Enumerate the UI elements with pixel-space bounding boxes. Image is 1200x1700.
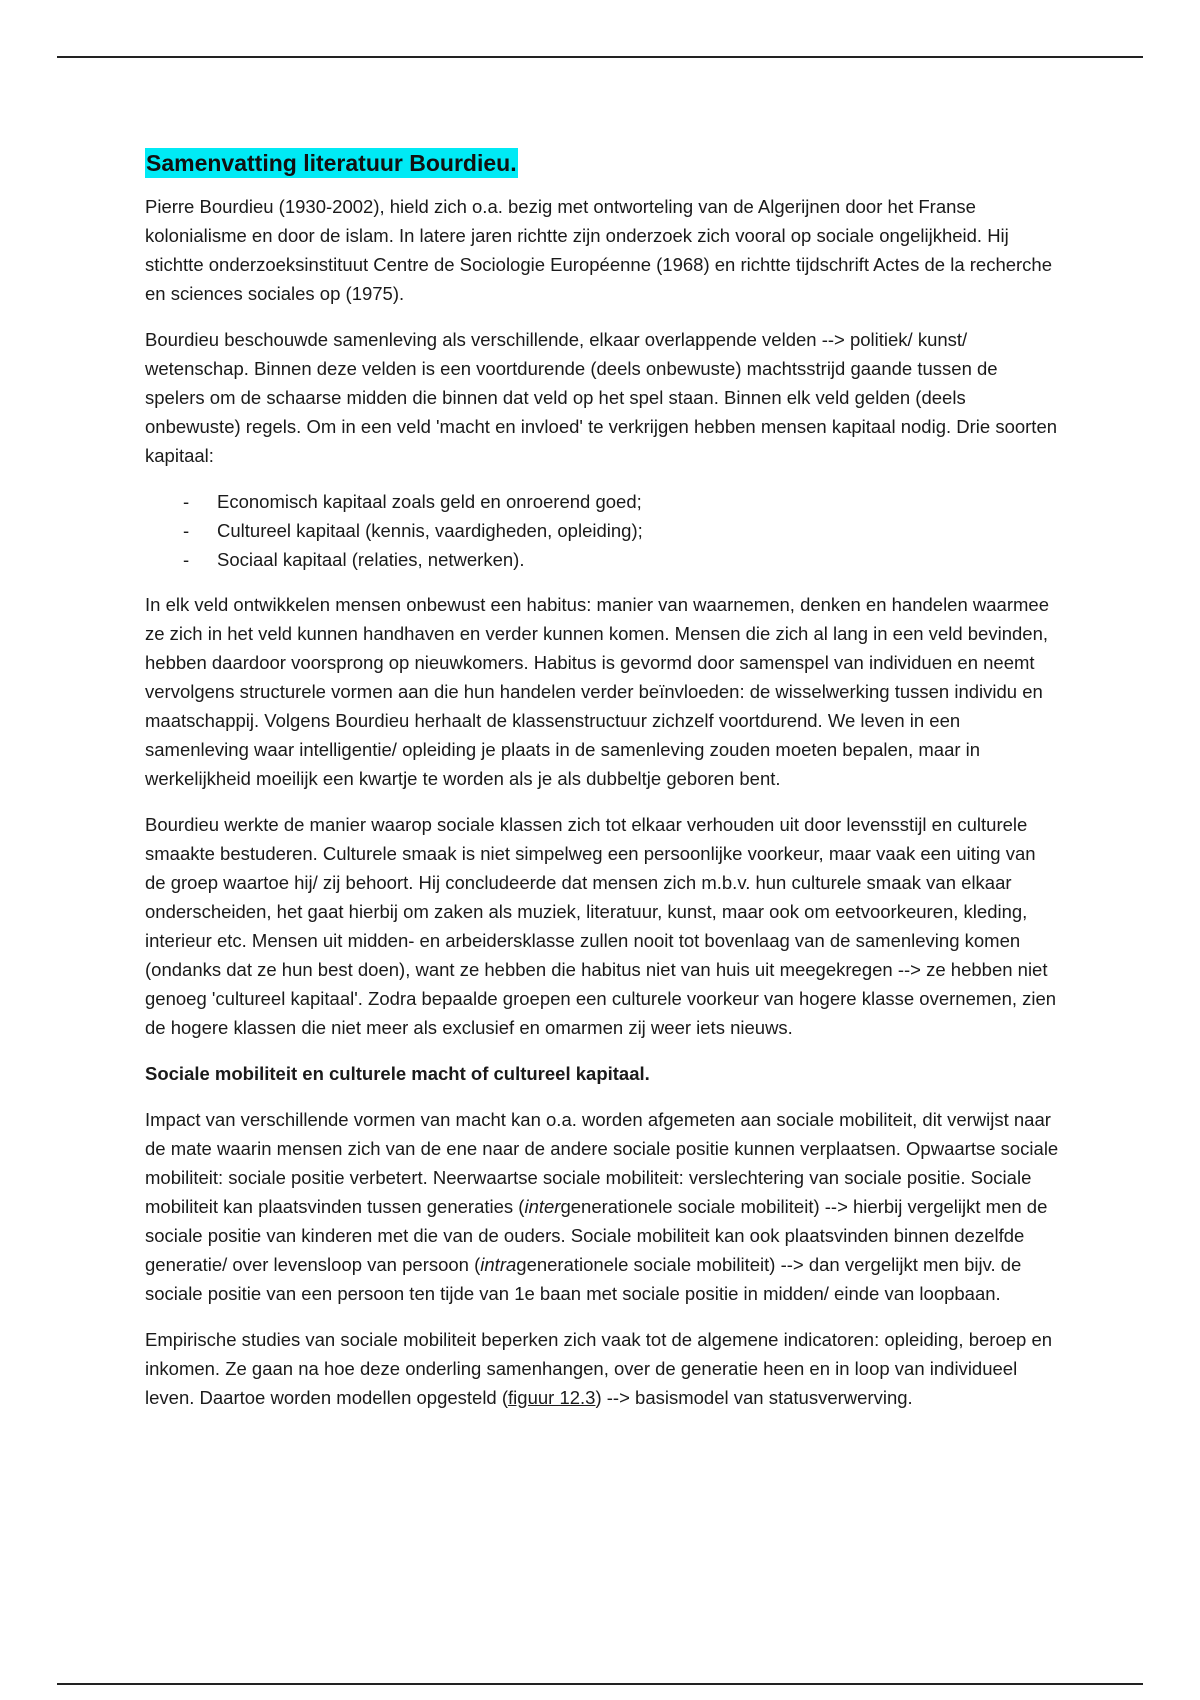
- bullet-marker: -: [183, 520, 190, 541]
- italic-segment: inter: [524, 1196, 561, 1217]
- text-segment: generationele sociale mobiliteit) --> hierbij vergelijkt men de sociale positie van kinderen met die van de ouders. Sociale mobiliteit kan ook plaatsvinden binnen dezelfde generatie/ over levensloop van persoon (: [145, 1196, 1048, 1275]
- document-body: [145, 148, 1060, 1429]
- text-segment: Impact van verschillende vormen van macht kan o.a. worden afgemeten aan sociale mobiliteit, dit verwijst naar de mate waarin mensen zich van de ene naar de andere sociale positie kunnen verplaatsen. Opwaartse sociale mobiliteit: sociale positie verbetert. Neerwaartse sociale mobiliteit: verslechtering van sociale positie. Sociale mobiliteit kan plaatsvinden tussen generaties (: [145, 1109, 1059, 1217]
- italic-segment: intra: [480, 1254, 517, 1275]
- footer-rule: [57, 1683, 1143, 1685]
- bullet-marker: -: [183, 549, 190, 570]
- list-item-text: Sociaal kapitaal (relaties, netwerken).: [217, 549, 525, 570]
- text-segment: ) --> basismodel van statusverwerving.: [595, 1387, 913, 1408]
- bullet-marker: -: [183, 491, 190, 512]
- paragraph-intro: Pierre Bourdieu (1930-2002), hield zich o.a. bezig met ontworteling van de Algerijnen door het Franse kolonialisme en door de islam. In latere jaren richtte zijn onderzoek zich vooral op sociale ongelijkheid. Hij stichtte onderzoeksinstituut Centre de Sociologie Européenne (1968) en richtte tijdschrift Actes de la recherche en sciences sociales op (1975).: [145, 196, 1053, 304]
- list-item: [145, 487, 1060, 516]
- capital-list: [145, 487, 1060, 574]
- list-item-text: Economisch kapitaal zoals geld en onroerend goed;: [217, 491, 642, 512]
- text-segment: generationele sociale mobiliteit) --> dan vergelijkt men bijv. de sociale positie van een persoon ten tijde van 1e baan met sociale positie in midden/ einde van loopbaan.: [145, 1254, 1022, 1304]
- document-title: Samenvatting literatuur Bourdieu.: [146, 150, 517, 176]
- figure-reference-link[interactable]: figuur 12.3: [508, 1387, 596, 1408]
- paragraph-fields: Bourdieu beschouwde samenleving als verschillende, elkaar overlappende velden --> politiek/ kunst/ wetenschap. Binnen deze velden is een voortdurende (deels onbewuste) machtsstrijd gaande tussen de spelers om de schaarse midden die binnen dat veld op het spel staan. Binnen elk veld gelden (deels onbewuste) regels. Om in een veld 'macht en invloed' te verkrijgen hebben mensen kapitaal nodig. Drie soorten kapitaal:: [145, 329, 1058, 466]
- list-item: [145, 516, 1060, 545]
- header-rule: [57, 56, 1143, 58]
- list-item-text: Cultureel kapitaal (kennis, vaardigheden, opleiding);: [217, 520, 643, 541]
- paragraph-habitus: In elk veld ontwikkelen mensen onbewust een habitus: manier van waarnemen, denken en handelen waarmee ze zich in het veld kunnen handhaven en verder kunnen komen. Mensen die zich al lang in een veld bevinden, hebben daardoor voorsprong op nieuwkomers. Habitus is gevormd door samenspel van individuen en neemt vervolgens structurele vormen aan die hun handelen verder beïnvloeden: de wisselwerking tussen individu en maatschappij. Volgens Bourdieu herhaalt de klassenstructuur zichzelf voortdurend. We leven in een samenleving waar intelligentie/ opleiding je plaats in de samenleving zouden moeten bepalen, maar in werkelijkheid moeilijk een kwartje te worden als je als dubbeltje geboren bent.: [145, 594, 1049, 789]
- section-heading: Sociale mobiliteit en culturele macht of cultureel kapitaal.: [145, 1063, 650, 1084]
- text-segment: Empirische studies van sociale mobiliteit beperken zich vaak tot de algemene indicatoren: opleiding, beroep en inkomen. Ze gaan na hoe deze onderling samenhangen, over de generatie heen en in loop van individueel leven. Daartoe worden modellen opgesteld (: [145, 1329, 1053, 1408]
- paragraph-empirical: [145, 1325, 1060, 1412]
- paragraph-culture: Bourdieu werkte de manier waarop sociale klassen zich tot elkaar verhouden uit door levensstijl en culturele smaakte bestuderen. Culturele smaak is niet simpelweg een persoonlijke voorkeur, maar vaak een uiting van de groep waartoe hij/ zij behoort. Hij concludeerde dat mensen zich m.b.v. hun culturele smaak van elkaar onderscheiden, het gaat hierbij om zaken als muziek, literatuur, kunst, maar ook om eetvoorkeuren, kleding, interieur etc. Mensen uit midden- en arbeidersklasse zullen nooit tot bovenlaag van de samenleving komen (ondanks dat ze hun best doen), want ze hebben die habitus niet van huis uit meegekregen --> ze hebben niet genoeg 'cultureel kapitaal'. Zodra bepaalde groepen een culturele voorkeur van hogere klasse overnemen, zien de hogere klassen die niet meer als exclusief en omarmen zij weer iets nieuws.: [145, 814, 1057, 1038]
- list-item: [145, 545, 1060, 574]
- paragraph-mobility: [145, 1105, 1060, 1308]
